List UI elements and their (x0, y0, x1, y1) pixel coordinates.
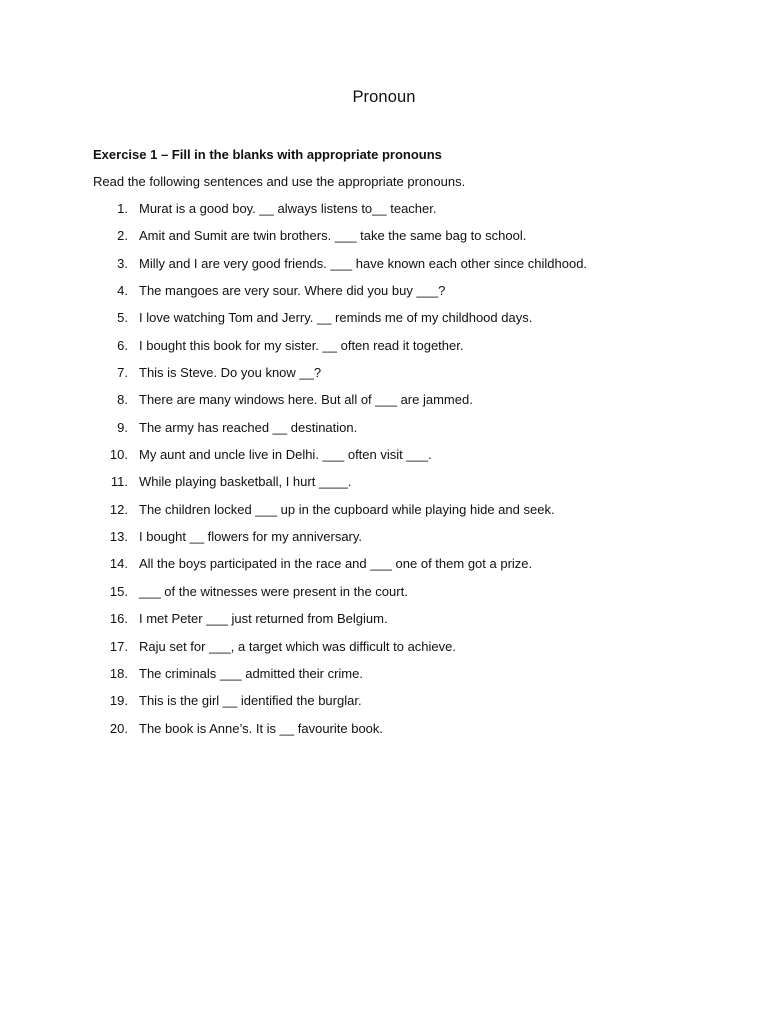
item-number: 20. (109, 720, 128, 736)
item-number: 13. (109, 529, 128, 545)
item-text: Milly and I are very good friends. ___ have known each other since childhood. (139, 255, 588, 271)
item-text: The army has reached __ destination. (139, 419, 358, 435)
list-item (0, 282, 768, 309)
item-text: I met Peter ___ just returned from Belgium. (139, 611, 388, 627)
page-title: Pronoun (352, 88, 416, 106)
list-item (0, 528, 768, 555)
item-text: I bought this book for my sister. __ often read it together. (139, 337, 464, 353)
list-item (0, 364, 768, 391)
list-item (0, 227, 768, 254)
list-item (0, 720, 768, 747)
item-text: ___ of the witnesses were present in the court. (139, 583, 408, 599)
item-number: 15. (109, 583, 128, 599)
list-item (0, 337, 768, 364)
list-item (0, 665, 768, 692)
item-number: 10. (109, 447, 128, 463)
list-item (0, 391, 768, 418)
item-text: Amit and Sumit are twin brothers. ___ take the same bag to school. (139, 228, 527, 244)
item-number: 17. (109, 638, 128, 654)
item-number: 16. (109, 611, 128, 627)
item-number: 2. (117, 228, 128, 244)
list-item (0, 501, 768, 528)
item-text: All the boys participated in the race and ___ one of them got a prize. (139, 556, 533, 572)
list-item (0, 610, 768, 637)
item-text: My aunt and uncle live in Delhi. ___ often visit ___. (139, 447, 432, 463)
item-text: There are many windows here. But all of ___ are jammed. (139, 392, 473, 408)
item-text: While playing basketball, I hurt ____. (139, 474, 352, 490)
item-number: 8. (117, 392, 128, 408)
exercise-list (0, 200, 768, 747)
item-number: 1. (117, 201, 128, 216)
item-text: The children locked ___ up in the cupboard while playing hide and seek. (139, 501, 555, 517)
item-text: The book is Anne’s. It is __ favourite book. (139, 720, 384, 736)
item-number: 3. (117, 255, 128, 271)
item-text: The criminals ___ admitted their crime. (139, 665, 363, 681)
item-number: 14. (109, 556, 128, 572)
list-item (0, 555, 768, 582)
list-item (0, 692, 768, 719)
item-text: The mangoes are very sour. Where did you buy ___? (139, 283, 446, 299)
list-item (0, 419, 768, 446)
item-number: 19. (109, 693, 128, 709)
item-number: 11. (110, 474, 128, 490)
list-item (0, 473, 768, 500)
item-number: 12. (109, 501, 128, 517)
list-item (0, 255, 768, 282)
item-text: Murat is a good boy. __ always listens to__ teacher. (139, 201, 437, 216)
list-item (0, 309, 768, 336)
item-text: This is the girl __ identified the burglar. (139, 693, 362, 709)
item-text: Raju set for ___, a target which was difficult to achieve. (139, 638, 456, 654)
item-number: 18. (109, 665, 128, 681)
item-text: I bought __ flowers for my anniversary. (139, 529, 363, 545)
list-item (0, 200, 768, 227)
list-item (0, 583, 768, 610)
item-number: 5. (117, 310, 128, 326)
list-item (0, 638, 768, 665)
item-number: 4. (117, 283, 128, 299)
exercise-instruction: Read the following sentences and use the appropriate pronouns. (93, 174, 466, 189)
item-number: 7. (117, 365, 128, 381)
list-item (0, 446, 768, 473)
item-text: This is Steve. Do you know __? (139, 365, 322, 381)
item-text: I love watching Tom and Jerry. __ reminds me of my childhood days. (139, 310, 533, 326)
exercise-heading: Exercise 1 – Fill in the blanks with appropriate pronouns (93, 147, 442, 162)
item-number: 6. (117, 337, 128, 353)
item-number: 9. (117, 419, 128, 435)
